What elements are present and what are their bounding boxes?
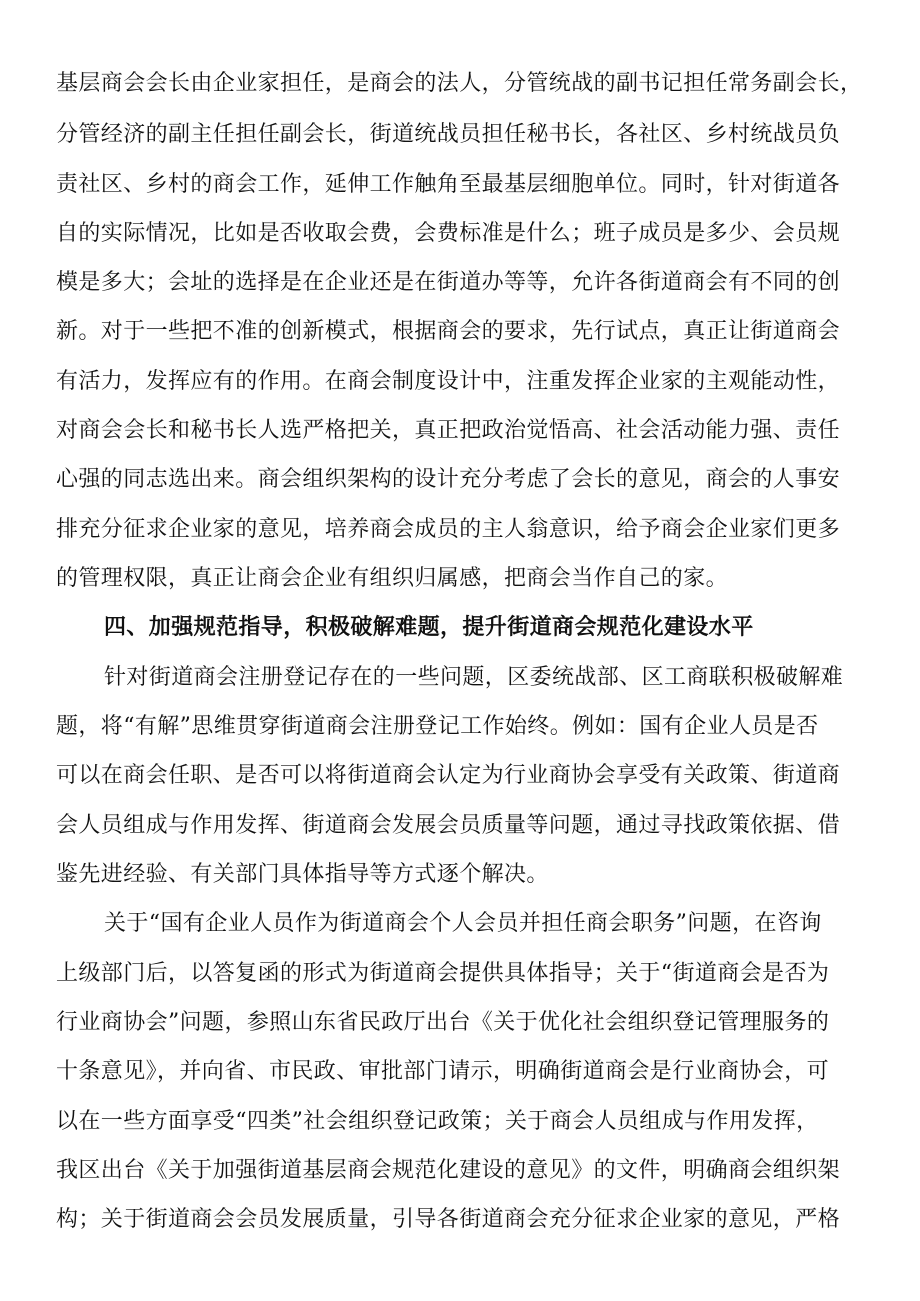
paragraph-line: 题，将“有解”思维贯穿街道商会注册登记工作始终。例如：国有企业人员是否	[56, 714, 819, 739]
paragraph-line: 上级部门后，以答复函的形式为街道商会提供具体指导；关于“街道商会是否为	[56, 961, 830, 986]
paragraph-line: 对商会会长和秘书长人选严格把关，真正把政治觉悟高、社会活动能力强、责任	[56, 418, 841, 443]
paragraph-line: 针对街道商会注册登记存在的一些问题，区委统战部、区工商联积极破解难	[104, 665, 844, 690]
paragraph-line: 自的实际情况，比如是否收取会费，会费标准是什么；班子成员是多少、会员规	[56, 221, 841, 246]
paragraph-line: 关于“国有企业人员作为街道商会个人会员并担任商会职务”问题，在咨询	[104, 911, 822, 936]
paragraph-line: 可以在商会任职、是否可以将街道商会认定为行业商协会享受有关政策、街道商	[56, 763, 841, 788]
paragraph-line: 的管理权限，真正让商会企业有组织归属感，把商会当作自己的家。	[56, 566, 729, 591]
paragraph-line: 构；关于街道商会会员发展质量，引导各街道商会充分征求企业家的意见，严格	[56, 1207, 841, 1232]
paragraph-line: 我区出台《关于加强街道基层商会规范化建设的意见》的文件，明确商会组织架	[56, 1158, 841, 1183]
paragraph-line: 基层商会会长由企业家担任，是商会的法人，分管统战的副书记担任常务副会长，	[56, 71, 863, 96]
paragraph-line: 会人员组成与作用发挥、街道商会发展会员质量等问题，通过寻找政策依据、借	[56, 813, 841, 838]
paragraph-line: 有活力，发挥应有的作用。在商会制度设计中，注重发挥企业家的主观能动性，	[56, 369, 841, 394]
paragraph-line: 新。对于一些把不准的创新模式，根据商会的要求，先行试点，真正让街道商会	[56, 319, 841, 344]
paragraph-line: 排充分征求企业家的意见，培养商会成员的主人翁意识，给予商会企业家们更多	[56, 517, 841, 542]
paragraph-line: 责社区、乡村的商会工作，延伸工作触角至最基层细胞单位。同时，针对街道各	[56, 172, 841, 197]
paragraph-line: 行业商协会”问题，参照山东省民政厅出台《关于优化社会组织登记管理服务的	[56, 1010, 830, 1035]
paragraph-line: 十条意见》，并向省、市民政、审批部门请示，明确街道商会是行业商协会，可	[56, 1059, 830, 1084]
paragraph-line: 以在一些方面享受“四类”社会组织登记政策；关于商会人员组成与作用发挥，	[56, 1109, 819, 1134]
paragraph-line: 分管经济的副主任担任副会长，街道统战员担任秘书长，各社区、乡村统战员负	[56, 122, 841, 147]
section-heading: 四、加强规范指导，积极破解难题，提升街道商会规范化建设水平	[104, 615, 754, 640]
paragraph-line: 鉴先进经验、有关部门具体指导等方式逐个解决。	[56, 862, 549, 887]
paragraph-line: 心强的同志选出来。商会组织架构的设计充分考虑了会长的意见，商会的人事安	[56, 467, 841, 492]
paragraph-line: 模是多大；会址的选择是在企业还是在街道办等等，允许各街道商会有不同的创	[56, 270, 841, 295]
